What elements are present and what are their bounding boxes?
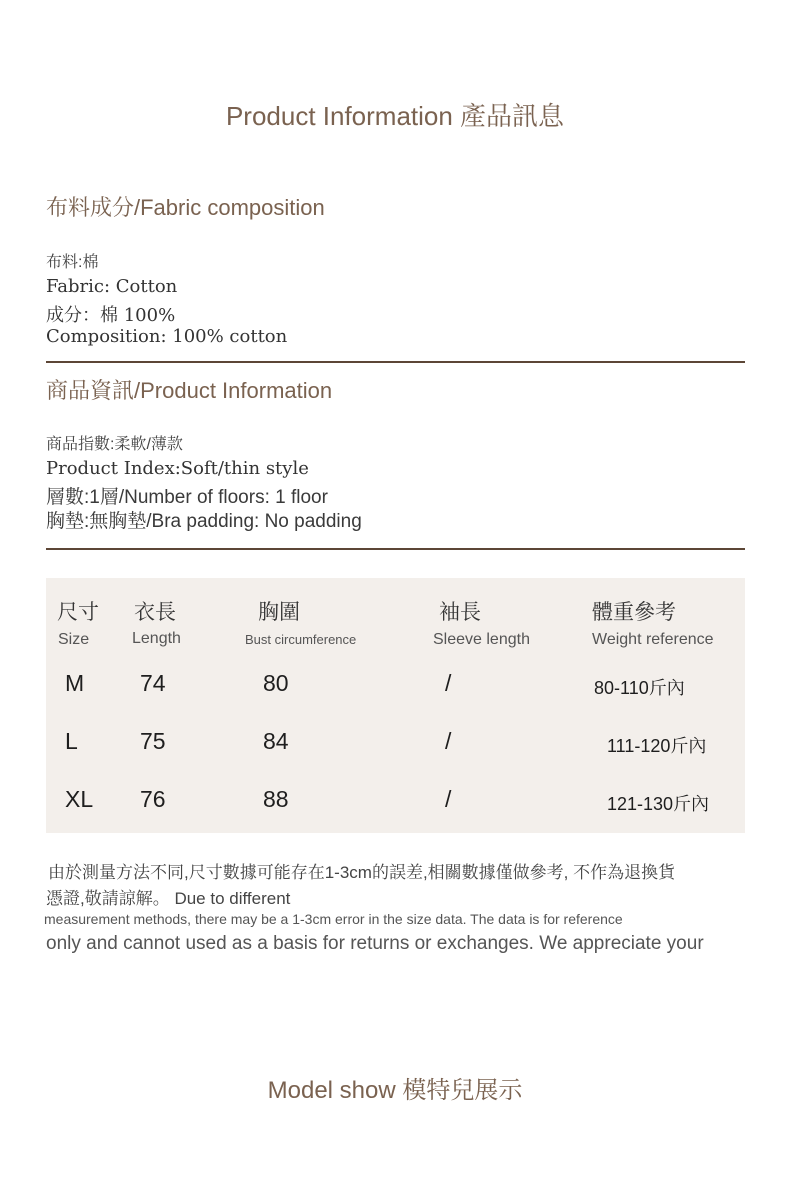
page-title: Product Information 產品訊息 xyxy=(225,101,565,131)
header-weight-cn: 體重參考 xyxy=(592,601,676,624)
divider xyxy=(46,361,745,363)
product-line: 胸墊:無胸墊/Bra padding: No padding xyxy=(46,511,362,532)
cell-bust: 88 xyxy=(263,786,289,812)
cell-bust: 84 xyxy=(263,728,289,754)
cell-sleeve: / xyxy=(445,728,452,754)
fabric-line: Fabric: Cotton xyxy=(46,276,178,297)
header-weight-en: Weight reference xyxy=(592,631,714,648)
cell-sleeve: / xyxy=(445,786,452,812)
header-size-cn: 尺寸 xyxy=(57,601,99,624)
size-table xyxy=(46,578,745,833)
cell-size: M xyxy=(65,670,85,696)
fabric-line: 布料:棉 xyxy=(46,254,99,271)
header-size-en: Size xyxy=(58,631,90,648)
header-length-en: Length xyxy=(132,630,181,647)
product-line: 商品指數:柔軟/薄款 xyxy=(46,436,183,453)
cell-size: L xyxy=(65,728,78,754)
product-line: Product Index:Soft/thin style xyxy=(46,458,309,479)
disclaimer-line: 憑證,敬請諒解。 Due to different xyxy=(46,889,291,908)
disclaimer-line: 由於測量方法不同,尺寸數據可能存在1-3cm的誤差,相關數據僅做參考, 不作為退換貨 xyxy=(48,863,676,882)
header-length-cn: 衣長 xyxy=(134,601,176,624)
cell-sleeve: / xyxy=(445,670,452,696)
fabric-line: 成分：棉 100% xyxy=(46,305,176,326)
cell-length: 74 xyxy=(140,670,166,696)
cell-bust: 80 xyxy=(263,670,289,696)
product-line: 層數:1層/Number of floors: 1 floor xyxy=(46,487,328,508)
cell-weight: 80-110斤內 xyxy=(594,678,685,698)
header-bust-cn: 胸圍 xyxy=(258,601,300,624)
cell-weight: 121-130斤內 xyxy=(607,794,710,814)
header-bust-en: Bust circumference xyxy=(245,632,357,647)
cell-size: XL xyxy=(65,786,94,812)
disclaimer-line: measurement methods, there may be a 1-3cm error in the size data. The data is for reference xyxy=(44,911,623,927)
product-heading: 商品資訊/Product Information xyxy=(46,378,333,403)
cell-length: 76 xyxy=(140,786,166,812)
header-sleeve-en: Sleeve length xyxy=(433,631,530,648)
cell-length: 75 xyxy=(140,728,166,754)
divider xyxy=(46,548,745,550)
cell-weight: 111-120斤內 xyxy=(607,736,707,756)
disclaimer-line: only and cannot used as a basis for returns or exchanges. We appreciate your xyxy=(46,933,704,954)
model-show-title: Model show 模特兒展示 xyxy=(267,1077,523,1104)
fabric-heading: 布料成分/Fabric composition xyxy=(46,195,325,220)
header-sleeve-cn: 袖長 xyxy=(439,601,481,624)
fabric-line: Composition: 100% cotton xyxy=(46,326,288,347)
